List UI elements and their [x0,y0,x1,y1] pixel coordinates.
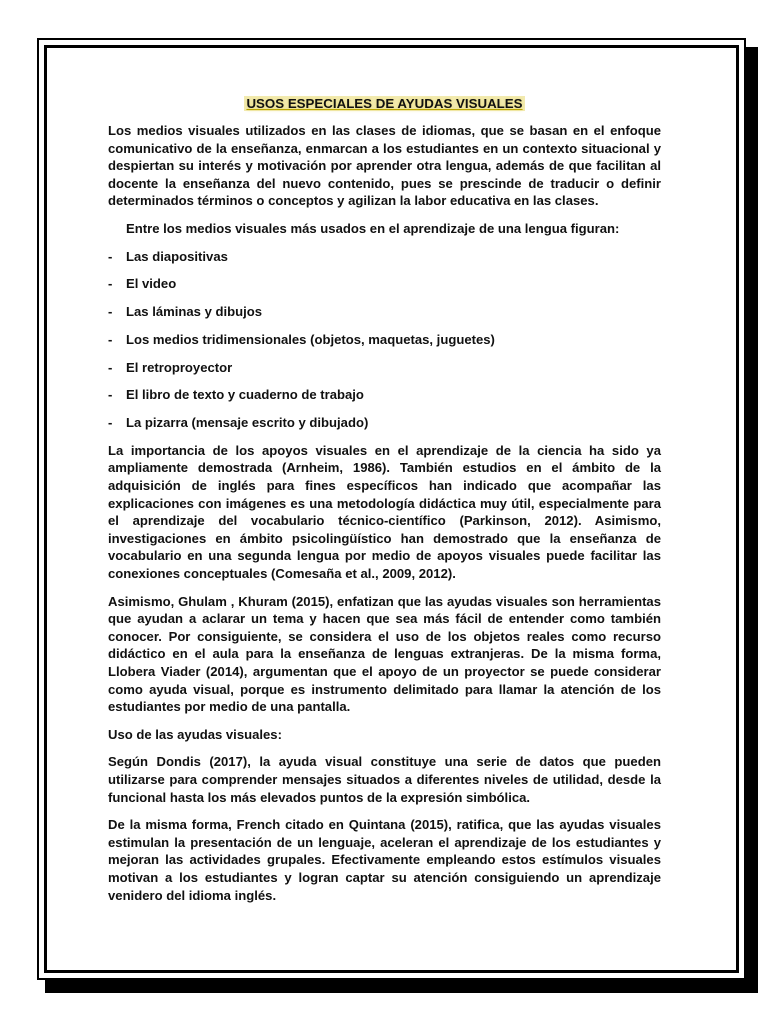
list-marker: - [108,331,113,347]
list-intro-paragraph: Entre los medios visuales más usados en el aprendizaje de una lengua figuran: [126,220,620,236]
importance-paragraph: La importancia de los apoyos visuales en el aprendizaje de la ciencia ha sido ya ampliamente demostrada (Arnheim, 1986). También estudios en el ámbito de la adquisición de inglés para fines específicos han indicado que acompañar las explicaciones con imágenes es una metodología didáctica muy útil, especialmente para el aprendizaje del vocabulario técnico-científico (Parkinson, 2012). Asimismo, investigaciones en ámbito psicolingüístico han demostrado que la enseñanza de vocabulario en una segunda lengua por medio de apoyos visuales puede facilitar las conexiones conceptuales (Comesaña et al., 2009, 2012). [108,442,661,581]
list-item: - Las láminas y dibujos [108,304,263,320]
list-item: - El libro de texto y cuaderno de trabajo [108,387,364,403]
visual-media-list [108,248,661,432]
document-title [108,95,661,112]
ghulam-khuram-paragraph: Asimismo, Ghulam , Khuram (2015), enfatizan que las ayudas visuales son herramientas que ayudan a aclarar un tema y hacen que sea más fácil de entender como también conocer. Por consiguiente, se considera el uso de los objetos reales como recurso didáctico en el aula para la enseñanza de lenguas extranjeras. De la misma forma, Llobera Viader (2014), argumentan que el apoyo de un proyector se puede considerar como ayuda visual, porque es instrumento delimitado para llamar la atención de los estudiantes por medio de una pantalla. [108,593,661,715]
list-item: - Los medios tridimensionales (objetos, maquetas, juguetes) [108,331,495,347]
list-item: - Las diapositivas [108,248,228,264]
list-marker: - [108,387,113,403]
french-quintana-paragraph: De la misma forma, French citado en Quintana (2015), ratifica, que las ayudas visuales estimulan la presentación de un lenguaje, aceleran el aprendizaje de los estudiantes y mejoran las actividades grupales. Efectivamente empleando estos estímulos visuales motivan a los estudiantes y logran captar su atención consiguiendo un aprendizaje venidero del idioma inglés. [108,817,661,903]
section-heading: Uso de las ayudas visuales: [108,726,282,742]
dondis-paragraph: Según Dondis (2017), la ayuda visual constituye una serie de datos que pueden utilizarse para comprender mensajes situados a diferentes niveles de utilidad, desde la funcional hasta los más elevados puntos de la expresión simbólica. [108,754,661,805]
document-title-text: USOS ESPECIALES DE AYUDAS VISUALES [246,96,523,111]
list-item: - El retroproyector [108,359,233,375]
list-marker: - [108,304,113,320]
list-marker: - [108,248,113,264]
list-item: - El video [108,276,177,292]
list-marker: - [108,359,113,375]
list-marker: - [108,276,113,292]
document-body [108,95,661,914]
list-item: - La pizarra (mensaje escrito y dibujado) [108,415,369,431]
intro-paragraph: Los medios visuales utilizados en las clases de idiomas, que se basan en el enfoque comunicativo de la enseñanza, enmarcan a los estudiantes en un contexto situacional y despiertan su interés y motivación por aprender otra lengua, además de que facilitan al docente la enseñanza del nuevo contenido, pues se prescinde de traducir o definir determinados términos o conceptos y agilizan la labor educativa en las clases. [108,123,661,209]
list-marker: - [108,415,113,431]
